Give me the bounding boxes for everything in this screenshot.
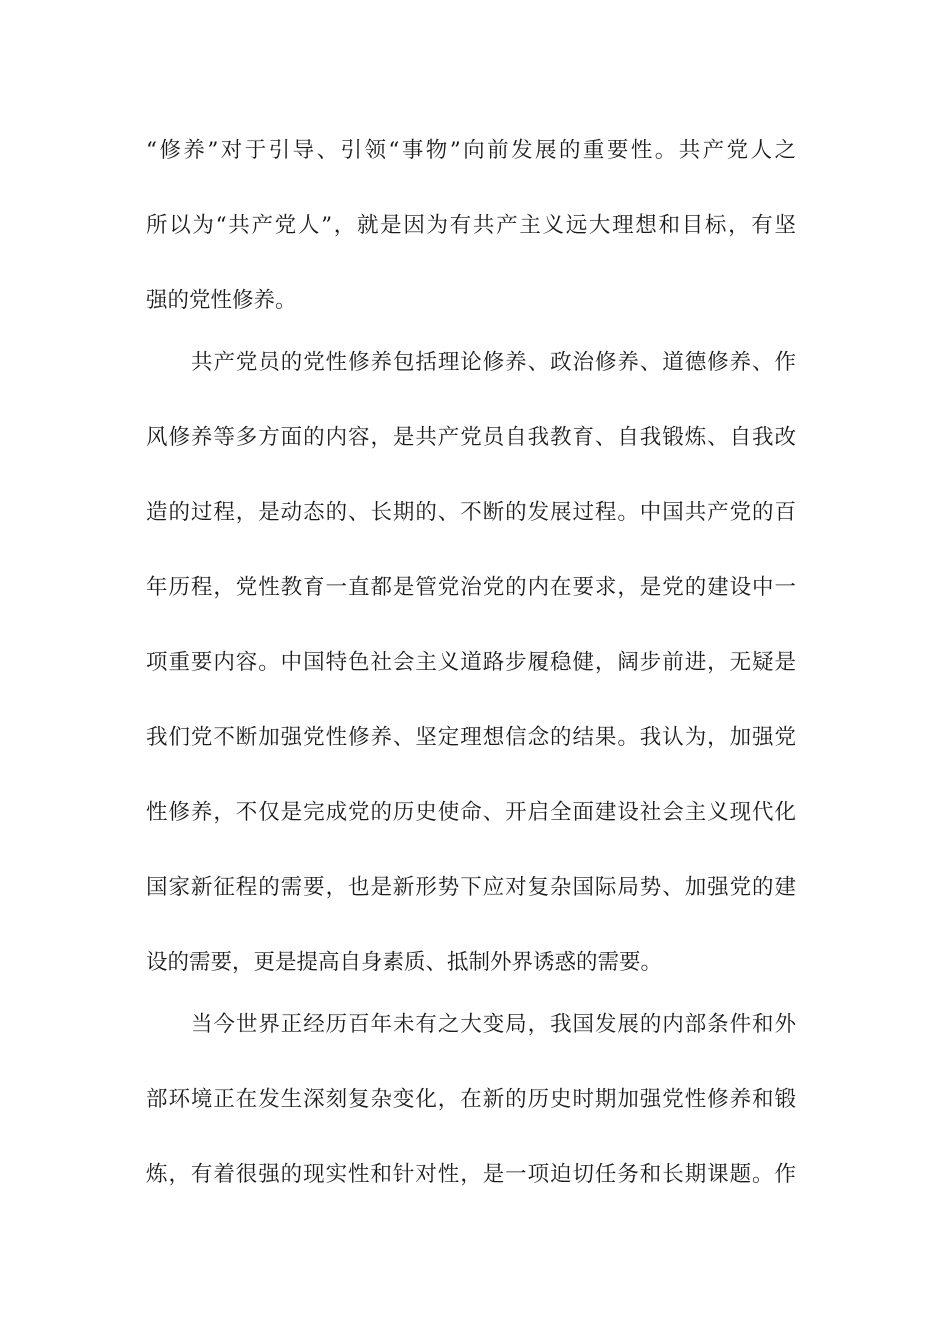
text-line: “修养”对于引导、引领“事物”向前发展的重要性。共产党人之 <box>146 138 796 163</box>
text-line: 强的党性修养。 <box>146 288 297 313</box>
text-line: 所以为“共产党人”，就是因为有共产主义远大理想和目标，有坚 <box>146 213 796 238</box>
text-line: 炼，有着很强的现实性和针对性，是一项迫切任务和长期课题。作 <box>146 1162 796 1187</box>
paragraph-first-line: 共产党员的党性修养包括理论修养、政治修养、道德修养、作 <box>191 350 796 375</box>
text-line: 设的需要，更是提高自身素质、抵制外界诱惑的需要。 <box>146 950 663 975</box>
text-line: 风修养等多方面的内容，是共产党员自我教育、自我锻炼、自我改 <box>146 425 796 450</box>
text-line: 造的过程，是动态的、长期的、不断的发展过程。中国共产党的百 <box>146 500 796 525</box>
text-line: 部环境正在发生深刻复杂变化，在新的历史时期加强党性修养和锻 <box>146 1087 796 1112</box>
text-line: 国家新征程的需要，也是新形势下应对复杂国际局势、加强党的建 <box>146 875 796 900</box>
text-line: 年历程，党性教育一直都是管党治党的内在要求，是党的建设中一 <box>146 575 796 600</box>
text-line: 项重要内容。中国特色社会主义道路步履稳健，阔步前进，无疑是 <box>146 650 796 675</box>
paragraph-first-line: 当今世界正经历百年未有之大变局，我国发展的内部条件和外 <box>191 1012 796 1037</box>
text-line: 性修养，不仅是完成党的历史使命、开启全面建设社会主义现代化 <box>146 800 796 825</box>
text-line: 我们党不断加强党性修养、坚定理想信念的结果。我认为，加强党 <box>146 725 796 750</box>
